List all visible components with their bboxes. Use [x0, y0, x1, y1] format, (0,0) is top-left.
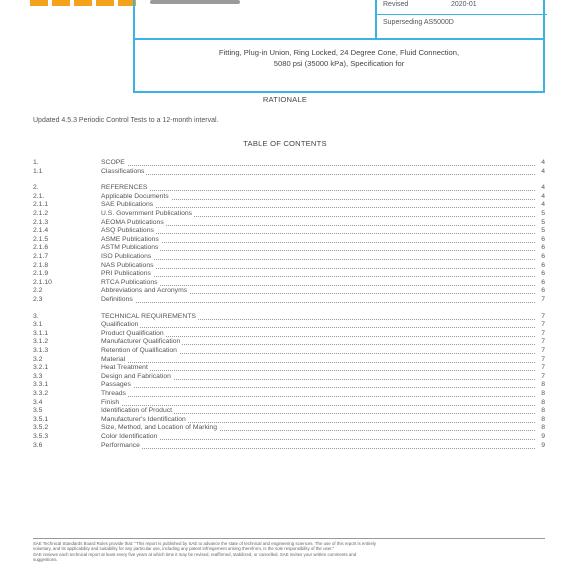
toc-entry-title: Design and Fabrication [101, 372, 171, 380]
toc-entry-page: 5 [535, 218, 545, 228]
toc-entry-page: 5 [535, 226, 545, 236]
toc-entry-number: 3.1.2 [33, 338, 49, 346]
toc-entry-page: 7 [535, 363, 545, 373]
rationale-heading: RATIONALE [262, 95, 308, 104]
toc-dot-leader [101, 396, 535, 397]
toc-entry-number: 2. [33, 184, 39, 192]
toc-entry-title: TECHNICAL REQUIREMENTS [101, 312, 196, 320]
toc-entry-page: 8 [535, 380, 545, 390]
toc-dot-leader [101, 225, 535, 226]
toc-dot-leader [101, 259, 535, 260]
footer-notice [33, 541, 545, 563]
toc-dot-leader [101, 233, 535, 234]
toc-entry-title: Identification of Product [101, 407, 173, 415]
toc-dot-leader [101, 165, 535, 166]
toc-entry-number: 2.1.9 [33, 270, 49, 278]
toc-entry-title: Qualification [101, 321, 139, 329]
toc-entry-title: Finish [101, 398, 120, 406]
toc-entry-title: RTCA Publications [101, 278, 158, 286]
toc-entry-page: 7 [535, 295, 545, 305]
toc-entry-number: 3.3.2 [33, 390, 49, 397]
toc-entry-page: 4 [535, 167, 545, 177]
toc-entry-page: 4 [535, 200, 545, 210]
toc-entry-title: Material [101, 355, 126, 363]
toc-heading: TABLE OF CONTENTS [243, 139, 327, 148]
toc-entry-title: Retention of Qualification [101, 347, 177, 354]
toc-entry-title: ASTM Publications [101, 244, 159, 252]
footer-line-2: voluntary, and its applicability and suitability for any particular use, including any patent infringement arising therefrom, is the sole responsibility of the user." [33, 546, 335, 552]
toc-entry-title: Classifications [101, 167, 145, 175]
toc-entry-number: 2.1.1 [33, 201, 49, 209]
toc-entry-title: Manufacturer's Identification [101, 415, 186, 423]
toc-dot-leader [101, 327, 535, 328]
footer-line-4: suggestions. [33, 557, 58, 563]
toc-entry-number: 2.1.2 [33, 210, 49, 217]
toc-entry-title: Definitions [101, 296, 133, 303]
toc-entry-page: 8 [535, 406, 545, 416]
toc-dot-leader [101, 387, 535, 388]
toc-entry[interactable] [33, 167, 545, 177]
document-header-box [133, 0, 545, 93]
footer-line-1: SAE Technical Standards Board Rules provide that: "This report is published by SAE to advance the state of technical and engineering sciences. The use of this report is entirely [33, 541, 377, 546]
toc-entry-title: Passages [101, 381, 131, 389]
toc-entry-title: Threads [101, 390, 126, 397]
toc-entry-number: 3.2 [33, 355, 43, 363]
toc-entry-title: Applicable Documents [101, 192, 169, 200]
toc-entry-page: 7 [535, 355, 545, 365]
superseding-label: Superseding AS5000D [383, 19, 454, 26]
toc-dot-leader [101, 268, 535, 269]
footer-divider [33, 538, 545, 539]
document-title-line2: 5080 psi (35000 kPa), Specification for [273, 59, 405, 68]
toc-entry-page: 6 [535, 261, 545, 271]
toc-entry-number: 3.5.2 [33, 424, 49, 432]
toc-entry-number: 3.5.3 [33, 433, 49, 440]
toc-entry-page: 6 [535, 278, 545, 288]
superseding-row [383, 19, 454, 26]
toc-dot-leader [101, 276, 535, 277]
toc-entry-number: 2.1.10 [33, 278, 52, 286]
toc-dot-leader [101, 250, 535, 251]
toc-entry-number: 1. [33, 159, 39, 166]
toc-entry-number: 2.1.3 [33, 218, 49, 226]
toc-entry-page: 9 [535, 432, 545, 442]
toc-entry-page: 7 [535, 329, 545, 339]
revised-row [383, 1, 477, 8]
toc-entry-page: 6 [535, 269, 545, 279]
toc-dot-leader [101, 362, 535, 363]
toc-entry-number: 3.5 [33, 407, 43, 415]
toc-entry-number: 3.1 [33, 321, 43, 329]
toc-entry-title: ISO Publications [101, 253, 152, 260]
toc-entry-page: 7 [535, 312, 545, 322]
toc-entry-page: 8 [535, 423, 545, 433]
toc-entry-title: U.S. Government Publications [101, 210, 193, 217]
footer-line-3: SAE reviews each technical report at least every five years at which time it may be revised, reaffirmed, stabilized, or cancelled. SAE invites your written comments and [33, 551, 357, 557]
toc-entry-number: 3.1.3 [33, 347, 49, 354]
toc-entry-page: 6 [535, 252, 545, 262]
toc-dot-leader [101, 174, 535, 175]
toc-entry-title: Color Identification [101, 433, 158, 440]
toc-entry-page: 4 [535, 158, 545, 168]
toc-entry-number: 3.3 [33, 372, 43, 380]
toc-entry-page: 4 [535, 183, 545, 193]
toc-entry-number: 3.6 [33, 441, 43, 449]
toc-entry-number: 1.1 [33, 167, 43, 175]
toc-dot-leader [101, 302, 535, 303]
toc-entry-title: SAE Publications [101, 201, 154, 209]
toc-entry-number: 2.1.4 [33, 227, 49, 235]
toc-entry-page: 7 [535, 372, 545, 382]
revision-info-cell [375, 0, 547, 38]
toc-entry[interactable] [33, 295, 545, 305]
info-divider [377, 14, 547, 15]
toc-entry-title: NAS Publications [101, 261, 154, 269]
toc-entry-title: Size, Method, and Location of Marking [101, 424, 217, 432]
toc-entry-page: 8 [535, 389, 545, 399]
toc-entry-page: 9 [535, 441, 545, 451]
toc-entry-title: Abbreviations and Acronyms [101, 287, 188, 295]
title-divider [135, 38, 543, 40]
rationale-text: Updated 4.5.3 Periodic Control Tests to a 12-month interval. [33, 117, 219, 124]
toc-entry-number: 3.3.1 [33, 381, 49, 389]
toc-entry-title: Heat Treatment [101, 364, 148, 372]
toc-entry-title: AEOMA Publications [101, 218, 164, 226]
toc-dot-leader [101, 448, 535, 449]
toc-entry-page: 7 [535, 337, 545, 347]
toc-entry-number: 2.1.7 [33, 253, 49, 260]
toc-entry-page: 8 [535, 398, 545, 408]
toc-entry[interactable] [33, 441, 545, 451]
toc-entry-title: Performance [101, 441, 140, 449]
toc-dot-leader [101, 439, 535, 440]
revised-label: Revised [383, 1, 409, 8]
revised-date: 2020-01 [451, 1, 477, 8]
toc-entry-number: 3.2.1 [33, 364, 49, 372]
toc-entry-number: 2.1.5 [33, 235, 49, 243]
toc-entry-number: 2.1. [33, 192, 45, 200]
toc-entry-page: 6 [535, 286, 545, 296]
toc-entry-title: ASME Publications [101, 235, 159, 243]
toc-entry-number: 2.2 [33, 287, 43, 295]
toc-dot-leader [101, 242, 535, 243]
document-title-line1: Fitting, Plug-in Union, Ring Locked, 24 Degree Cone, Fluid Connection, [218, 48, 460, 57]
toc-entry-number: 3. [33, 312, 39, 320]
toc-entry-page: 7 [535, 346, 545, 356]
toc-entry-number: 3.4 [33, 398, 43, 406]
toc-entry-title: ASQ Publications [101, 227, 154, 235]
toc-entry-number: 2.1.8 [33, 261, 49, 269]
toc-entry-page: 4 [535, 192, 545, 202]
toc-entry-title: PRI Publications [101, 270, 151, 278]
document-title [145, 47, 533, 69]
toc-entry-page: 6 [535, 235, 545, 245]
toc-entry-page: 6 [535, 243, 545, 253]
toc-entry-title: REFERENCES [101, 184, 148, 192]
toc-entry-title: Product Qualification [101, 329, 164, 337]
toc-entry-number: 2.1.6 [33, 244, 49, 252]
toc-entry-page: 8 [535, 415, 545, 425]
toc-entry-number: 3.5.1 [33, 415, 49, 423]
toc-entry-number: 2.3 [33, 296, 43, 303]
toc-entry-title: SCOPE [101, 159, 125, 166]
toc-entry-number: 3.1.1 [33, 329, 49, 337]
toc-entry-title: Manufacturer Qualification [101, 338, 181, 346]
sae-logo [30, 0, 140, 6]
toc-entry-page: 5 [535, 209, 545, 219]
toc-entry-page: 7 [535, 320, 545, 330]
